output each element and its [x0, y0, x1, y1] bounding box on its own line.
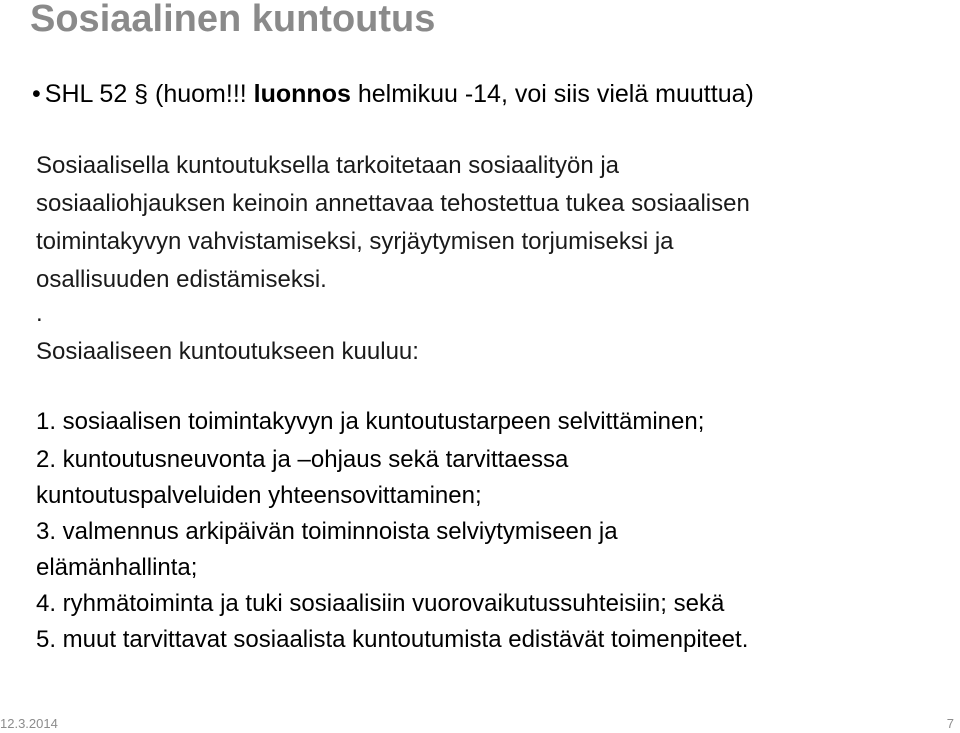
list-item: 4. ryhmätoiminta ja tuki sosiaalisiin vuorovaikutussuhteisiin; sekä	[36, 590, 725, 617]
list-item: 3. valmennus arkipäivän toiminnoista selviytymiseen ja	[36, 518, 618, 545]
paragraph-line: osallisuuden edistämiseksi.	[36, 266, 327, 293]
list-item: 1. sosiaalisen toimintakyvyn ja kuntoutustarpeen selvittäminen;	[36, 408, 705, 435]
bullet-text-before: SHL 52 § (huom!!!	[44, 80, 254, 108]
list-item: 5. muut tarvittavat sosiaalista kuntoutumista edistävät toimenpiteet.	[36, 626, 749, 653]
list-item: 2. kuntoutusneuvonta ja –ohjaus sekä tarvittaessa	[36, 446, 569, 473]
bullet-marker: •	[32, 80, 41, 108]
bullet-line	[32, 80, 754, 109]
list-item: kuntoutuspalveluiden yhteensovittaminen;	[36, 482, 482, 509]
paragraph-line: Sosiaalisella kuntoutuksella tarkoitetaan sosiaalityön ja	[36, 152, 620, 179]
list-item: elämänhallinta;	[36, 554, 198, 581]
footer-date: 12.3.2014	[0, 716, 58, 731]
bullet-text-bold: luonnos	[253, 80, 351, 108]
paragraph-line: toimintakyvyn vahvistamiseksi, syrjäytymisen torjumiseksi ja	[36, 228, 674, 255]
footer-page-number: 7	[946, 716, 954, 731]
separator-dot: .	[36, 300, 43, 327]
paragraph-line: sosiaaliohjauksen keinoin annettavaa tehostettua tukea sosiaalisen	[36, 190, 750, 217]
subheading: Sosiaaliseen kuntoutukseen kuuluu:	[36, 338, 419, 365]
bullet-text-after: helmikuu -14, voi siis vielä muuttua)	[350, 80, 754, 108]
slide-title: Sosiaalinen kuntoutus	[30, 0, 436, 40]
